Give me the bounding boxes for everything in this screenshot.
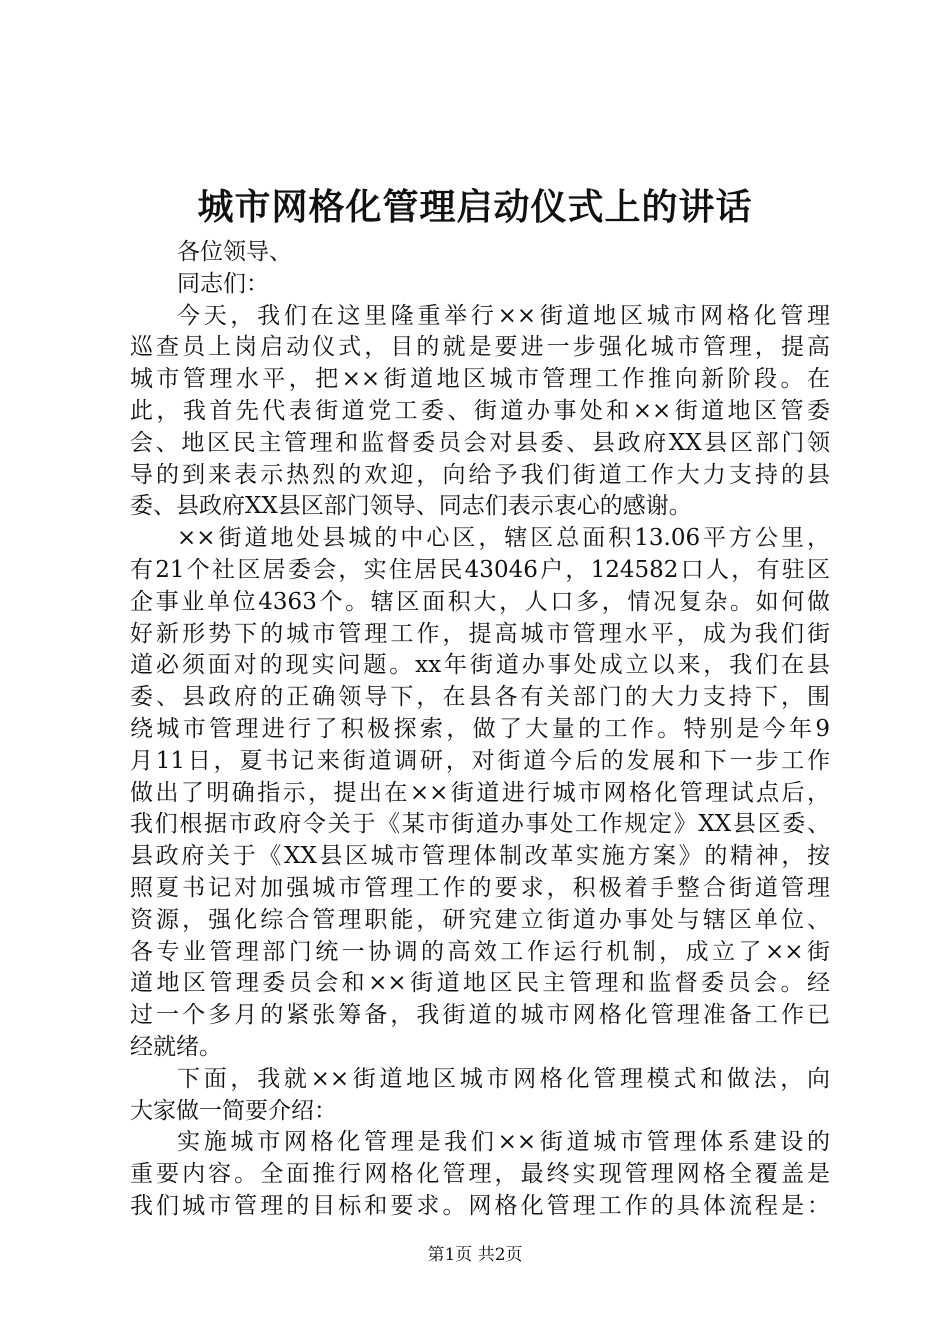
paragraph-2-line: 好新形势下的城市管理工作，提高城市管理水平，成为我们街: [130, 620, 830, 647]
paragraph-2-line: 各专业管理部门统一协调的高效工作运行机制，成立了××街: [130, 938, 830, 965]
paragraph-2-line: 经就绪。: [130, 1033, 222, 1060]
salutation-line: 同志们：: [177, 270, 269, 297]
paragraph-2-line: 县政府关于《XX县区城市管理体制改革实施方案》的精神，按: [130, 843, 830, 870]
paragraph-1-line: 城市管理水平，把××街道地区城市管理工作推向新阶段。在: [130, 366, 830, 393]
paragraph-2-line: 照夏书记对加强城市管理工作的要求，积极着手整合街道管理: [130, 874, 830, 901]
paragraph-4-line: 重要内容。全面推行网格化管理，最终实现管理网格全覆盖是: [130, 1161, 830, 1188]
paragraph-1-line: 会、地区民主管理和监督委员会对县委、县政府XX县区部门领: [130, 429, 830, 456]
paragraph-2-line: 我们根据市政府令关于《某市街道办事处工作规定》XX县区委、: [130, 811, 830, 838]
paragraph-2-line: 道地区管理委员会和××街道地区民主管理和监督委员会。经: [130, 970, 830, 997]
paragraph-1-line: 委、县政府XX县区部门领导、同志们表示衷心的感谢。: [130, 493, 692, 520]
paragraph-1-line: 导的到来表示热烈的欢迎，向给予我们街道工作大力支持的县: [130, 461, 830, 488]
paragraph-2-line: 做出了明确指示，提出在××街道进行城市网格化管理试点后，: [130, 779, 830, 806]
paragraph-2-line: 绕城市管理进行了积极探索，做了大量的工作。特别是今年9: [130, 715, 830, 742]
paragraph-2-line: 资源，强化综合管理职能，研究建立街道办事处与辖区单位、: [130, 906, 830, 933]
paragraph-2-line: 月11日，夏书记来街道调研，对街道今后的发展和下一步工作: [130, 747, 830, 774]
paragraph-4-line: 我们城市管理的目标和要求。网格化管理工作的具体流程是：: [130, 1192, 830, 1219]
paragraph-2-line: 道必须面对的现实问题。xx年街道办事处成立以来，我们在县: [130, 652, 830, 679]
paragraph-1-line: 今天，我们在这里隆重举行××街道地区城市网格化管理: [177, 302, 830, 329]
paragraph-3-line: 下面，我就××街道地区城市网格化管理模式和做法，向: [177, 1065, 830, 1092]
page-number-footer: 第1页 共2页: [427, 1245, 523, 1265]
paragraph-2-line: 过一个多月的紧张筹备，我街道的城市网格化管理准备工作已: [130, 1002, 830, 1029]
document-body: [130, 237, 830, 1223]
paragraph-2-line: ××街道地处县城的中心区，辖区总面积13.06平方公里，: [177, 525, 830, 552]
paragraph-2-line: 委、县政府的正确领导下，在县各有关部门的大力支持下，围: [130, 684, 830, 711]
document-title: 城市网格化管理启动仪式上的讲话: [197, 186, 753, 228]
paragraph-3-line: 大家做一简要介绍：: [130, 1097, 337, 1124]
paragraph-2-line: 有21个社区居委会，实住居民43046户，124582口人，有驻区: [130, 556, 830, 583]
paragraph-2-line: 企事业单位4363个。辖区面积大，人口多，情况复杂。如何做: [130, 588, 830, 615]
paragraph-1-line: 此，我首先代表街道党工委、街道办事处和××街道地区管委: [130, 397, 830, 424]
salutation-line: 各位领导、: [177, 239, 292, 265]
paragraph-1-line: 巡查员上岗启动仪式，目的就是要进一步强化城市管理，提高: [130, 334, 830, 361]
paragraph-4-line: 实施城市网格化管理是我们××街道城市管理体系建设的: [177, 1129, 830, 1156]
